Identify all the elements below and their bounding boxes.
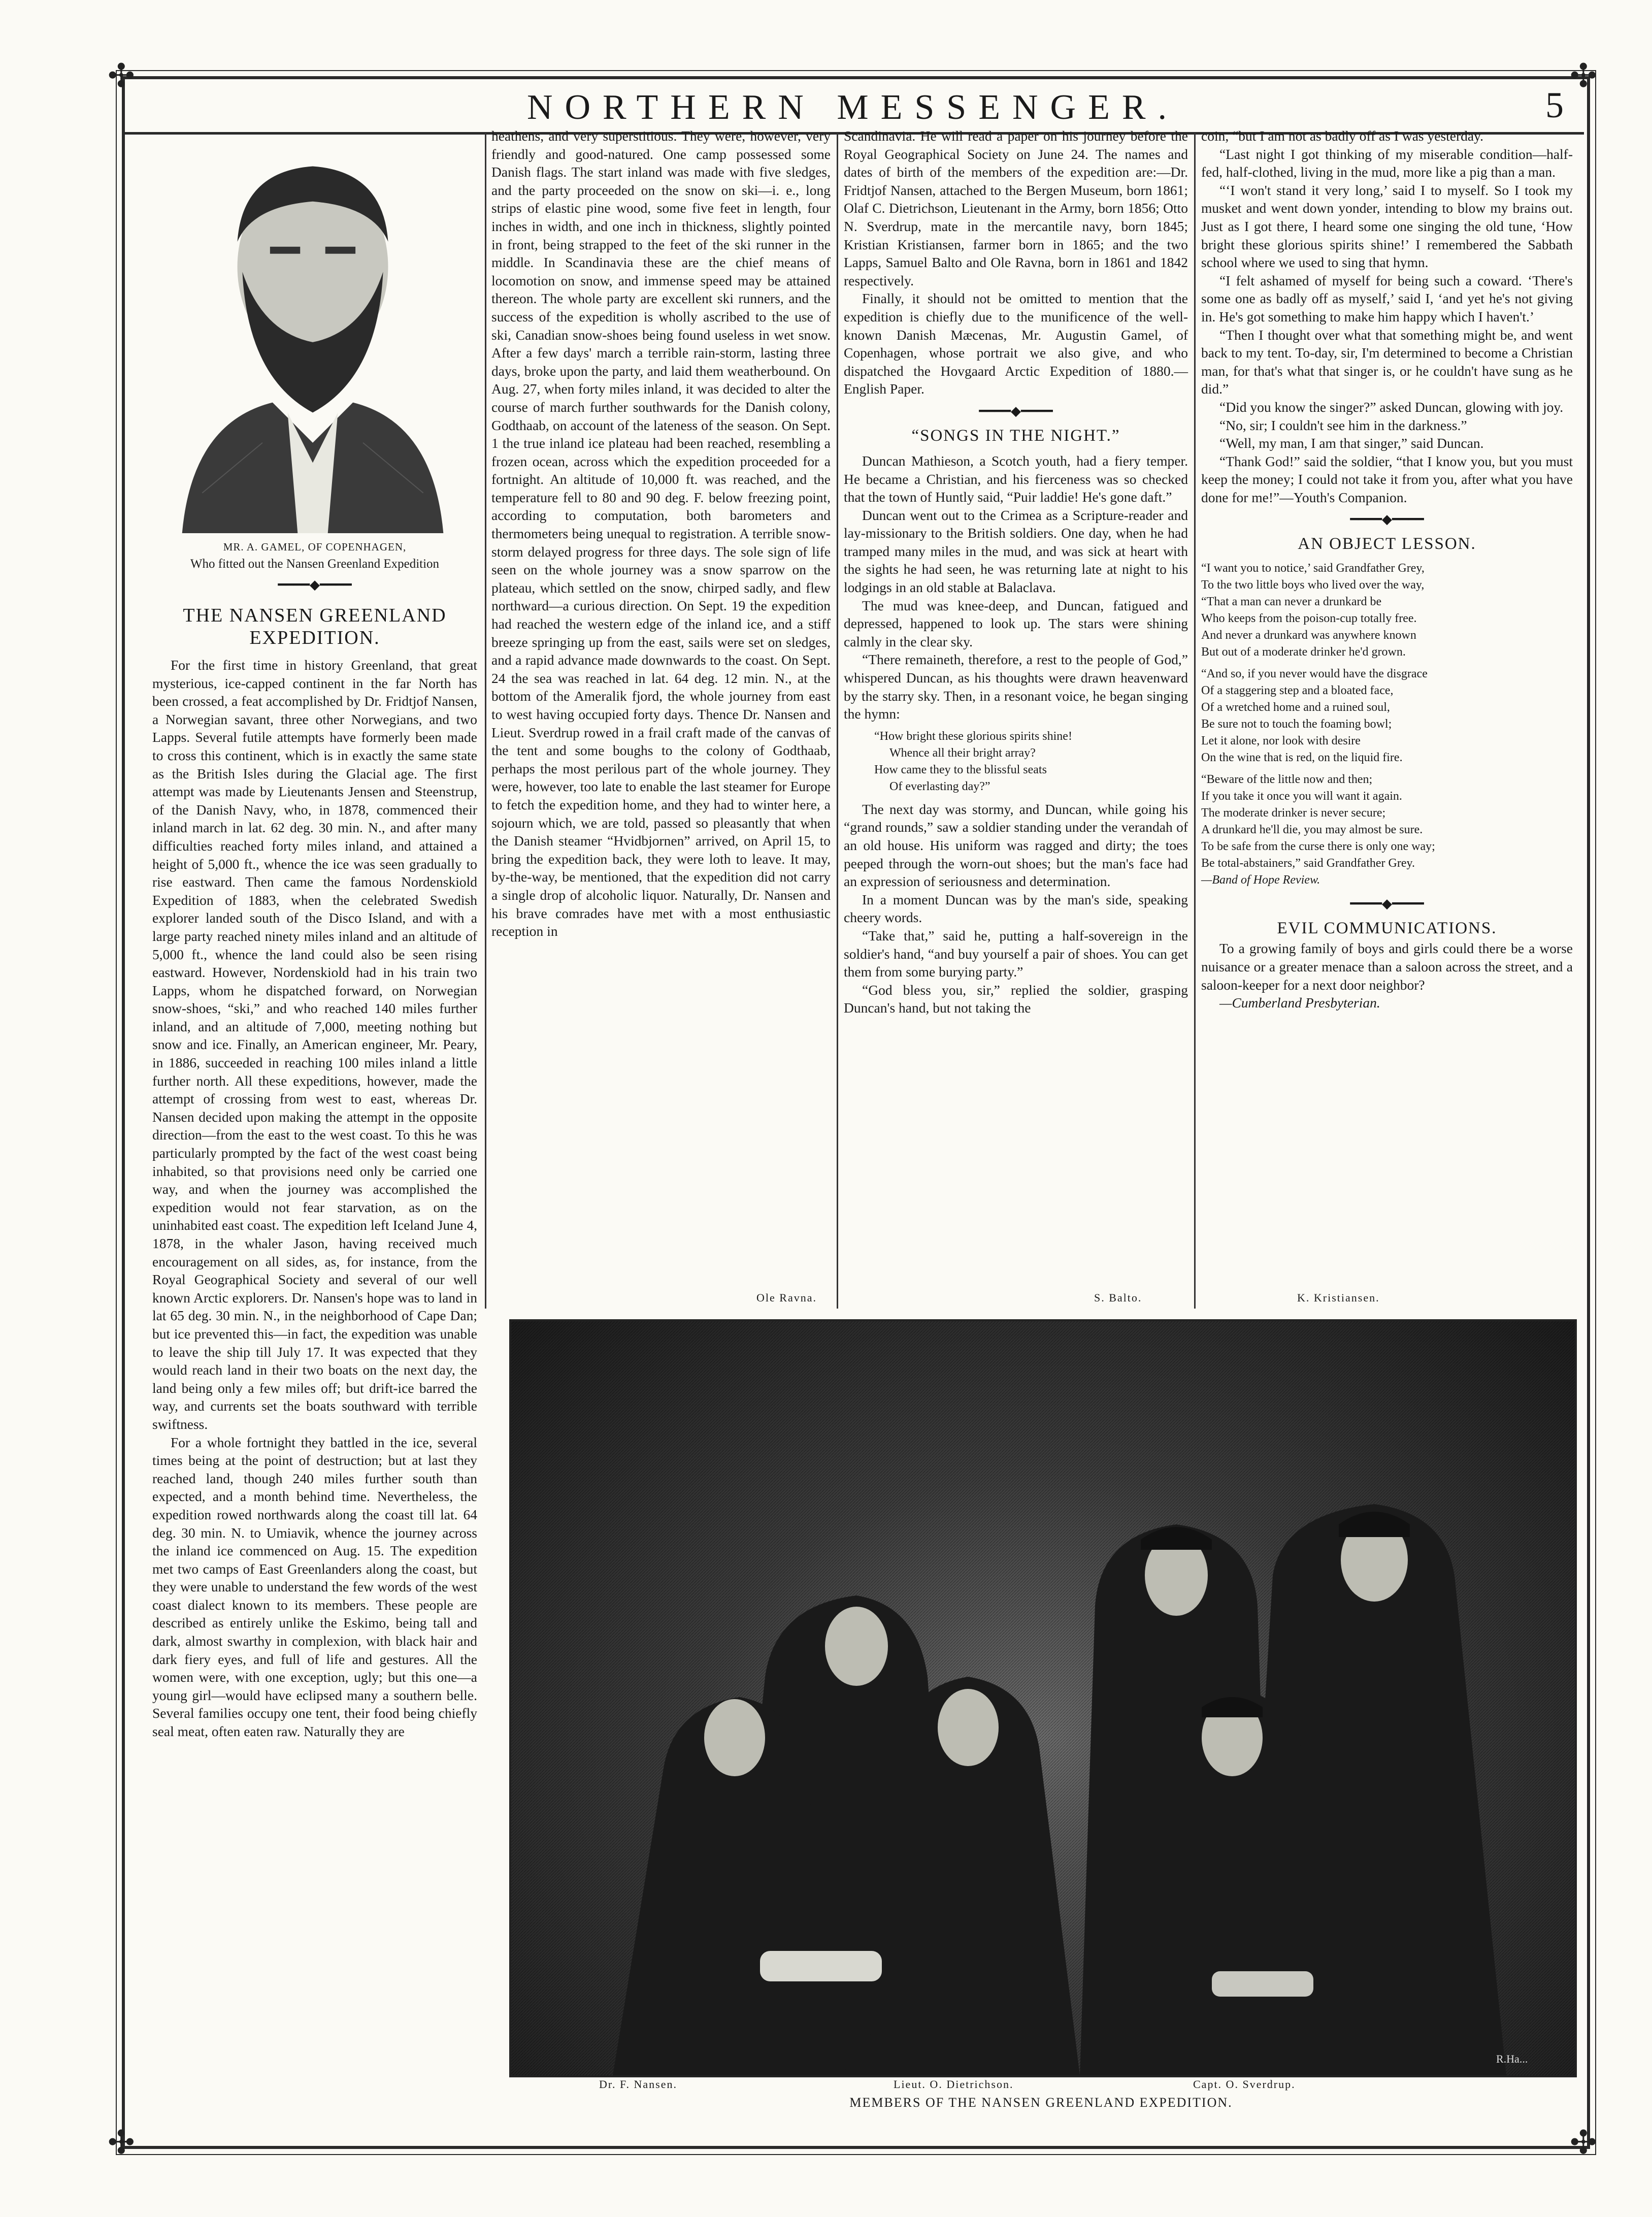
page-number: 5 bbox=[1545, 85, 1564, 125]
article-paragraph: To a growing family of boys and girls could there be a worse nuisance or a greater menace than a saloon across the street, and a saloon-keeper for a next door neighbor? bbox=[1201, 940, 1573, 993]
poem-line: Be total-abstainers,” said Grandfather Grey. bbox=[1201, 857, 1415, 870]
photo-caption: MEMBERS OF THE NANSEN GREENLAND EXPEDITION. bbox=[849, 2095, 1233, 2110]
column-rule bbox=[837, 133, 838, 1309]
poem-line: On the wine that is red, on the liquid fire. bbox=[1201, 751, 1403, 765]
photo-name-label: Lieut. O. Dietrichson. bbox=[894, 2078, 1014, 2091]
poem-line: Of a staggering step and a bloated face, bbox=[1201, 684, 1394, 698]
corner-ornament-icon: ✣ bbox=[108, 58, 135, 94]
column-3 bbox=[844, 127, 1188, 1017]
column-rule bbox=[485, 133, 486, 1309]
poem-line: Who keeps from the poison-cup totally free. bbox=[1201, 612, 1417, 626]
article-paragraph: “Thank God!” said the soldier, “that I know you, but you must keep the money; I could not take it from you, after what you have done for me!”—Youth's Companion. bbox=[1201, 453, 1573, 505]
column-rule bbox=[1194, 133, 1196, 1309]
hymn-line: How came they to the blissful seats bbox=[874, 763, 1047, 776]
separator-ornament-icon: ━━━━◆━━━━ bbox=[1350, 512, 1424, 527]
article-paragraph: “Then I thought over what that something might be, and went back to my tent. To-day, sir, I'm determined to become a Christian man, for that's what that singer is, or he couldn't have sung as he did.” bbox=[1201, 327, 1573, 397]
portrait-caption-line2: Who fitted out the Nansen Greenland Expedition bbox=[190, 557, 440, 571]
corner-ornament-icon: ✣ bbox=[1570, 58, 1597, 94]
separator-ornament-icon: ━━━━◆━━━━ bbox=[979, 403, 1053, 418]
poem-line: A drunkard he'll die, you may almost be sure. bbox=[1201, 823, 1423, 837]
column-1 bbox=[152, 604, 477, 1741]
poem-line: Of a wretched home and a ruined soul, bbox=[1201, 701, 1390, 714]
portrait-caption bbox=[152, 538, 477, 598]
article-paragraph: For a whole fortnight they battled in the ice, several times being at the point of destruction; but at last they reached land, though 240 miles further south than expected, and a month behind time. Nevertheless, the expedition rowed northwards along the coast till lat. 64 deg. 30 min. N. to Umiavik, whence the journey across the inland ice commenced on Aug. 15. The expedition met two camps of East Greenlanders along the coast, but they were unable to understand the few words of the west coast dialect known to its members. These people are described as entirely unlike the Eskimo, being tall and dark, almost swarthy in complexion, with black hair and dark fiery eyes, and full of life and gestures. All the women were, with one exception, ugly; but this one—a young girl—would have eclipsed many a southern belle. Several families occupy one tent, their food being chiefly seal meat, often eaten raw. Naturally they are bbox=[152, 1434, 477, 1740]
hymn-line: “How bright these glorious spirits shine! bbox=[874, 729, 1072, 743]
column-2 bbox=[491, 127, 831, 940]
portrait-engraving bbox=[161, 141, 464, 533]
hymn-line: Of everlasting day?” bbox=[889, 779, 990, 793]
hymn bbox=[844, 728, 1188, 795]
group-photo-engraving bbox=[509, 1319, 1577, 2077]
article-title: THE NANSEN GREENLAND EXPEDITION. bbox=[183, 605, 447, 648]
poem-stanza bbox=[1201, 560, 1573, 661]
article-paragraph: Duncan Mathieson, a Scotch youth, had a fiery temper. He became a Christian, and his fierceness was so checked that the town of Huntly said, “Puir laddie! He's gone daft.” bbox=[844, 452, 1188, 505]
poem-line: “That a man can never a drunkard be bbox=[1201, 595, 1382, 609]
article-paragraph: For the first time in history Greenland, that great mysterious, ice-capped continent in the far North has been crossed, a feat accomplished by Dr. Fridtjof Nansen, a Norwegian savant, three other Norwegians, and two Lapps. Several futile attempts have formerly been made to cross this continent, which is in exactly the same state as the British Isles during the Glacial age. The first attempt was made by Lieutenants Jensen and Steenstrup, of the Danish Navy, who, in 1878, commenced their inland march in lat. 62 deg. 30 min. N., and after many difficulties reached forty miles inland, and attained a height of 5,000 ft., whence the ice was seen gradually to rise eastward. Then came the famous Nordenskiold Expedition of 1883, when the celebrated Swedish explorer landed south of the Disco Island, and with a large party reached ninety miles inland and an altitude of 5,000 ft., whence the land could also be seen rising eastward. However, Nordenskiold had in his train two Lapps, whom he dispatched forward, on Norwegian snow-shoes, “ski,” and who reached 140 miles further inland, and an altitude of 7,000, meeting nothing but snow and ice. Finally, an American engineer, Mr. Peary, in 1886, succeeded in reaching 100 miles inland a little further north. All these expeditions, however, made the attempt of crossing from west to east, whereas Dr. Nansen decided upon making the attempt in the opposite direction—from the east to the west coast. To this he was particularly prompted by the fact of the west coast being inhabited, so that provisions need only be carried one way, and when the journey was accomplished the expedition would not fear starvation, as on the uninhabited east coast. The expedition left Iceland June 4, 1878, in the whaler Jason, having received much encouragement on all sides, as, for instance, from the Royal Geographical Society and several of our well known Arctic explorers. Dr. Nansen's hope was to land in lat 65 deg. 30 min. N., in the neighborhood of Cape Dan; but ice prevented this—in fact, the expedition was unable to leave the ship till July 17. It was expected that they would reach land in their two boats on the next day, the land being only a few miles off; but drift-ice barred the way, and currents set the boats southward with terrible swiftness. bbox=[152, 657, 477, 1432]
poem-line: If you take it once you will want it again. bbox=[1201, 790, 1402, 803]
article-title: “SONGS IN THE NIGHT.” bbox=[911, 426, 1120, 445]
poem-line: “I want you to notice,’ said Grandfather Grey, bbox=[1201, 562, 1425, 575]
photo-name-label: Capt. O. Sverdrup. bbox=[1193, 2078, 1296, 2091]
poem-stanza bbox=[1201, 771, 1573, 889]
masthead-title: NORTHERN MESSENGER. bbox=[526, 88, 1179, 127]
masthead bbox=[122, 76, 1584, 135]
poem-line: Let it alone, nor look with desire bbox=[1201, 734, 1361, 748]
article-title: EVIL COMMUNICATIONS. bbox=[1277, 919, 1497, 938]
article-paragraph: Finally, it should not be omitted to mention that the expedition is chiefly due to the munificence of the well-known Danish Mæcenas, Mr. Augustin Gamel, of Copenhagen, whose portrait we also give, and who dispatched the Hovgaard Arctic Expedition of 1880.—English Paper. bbox=[844, 290, 1188, 397]
photo-name-label: Ole Ravna. bbox=[756, 1291, 817, 1304]
poem-line: The moderate drinker is never secure; bbox=[1201, 806, 1386, 820]
article-title: AN OBJECT LESSON. bbox=[1298, 535, 1476, 553]
photo-name-label: S. Balto. bbox=[1094, 1291, 1142, 1304]
portrait-caption-line1: MR. A. GAMEL, OF COPENHAGEN, bbox=[223, 541, 407, 553]
article-paragraph: The mud was knee-deep, and Duncan, fatigued and depressed, happened to look up. The stars were shining calmly in the clear sky. bbox=[844, 597, 1188, 649]
article-paragraph: “Last night I got thinking of my miserable condition—half-fed, half-clothed, living in the mud, more like a pig than a man. bbox=[1201, 146, 1573, 180]
article-paragraph: “Well, my man, I am that singer,” said Duncan. bbox=[1219, 435, 1484, 451]
article-paragraph: “No, sir; I couldn't see him in the darkness.” bbox=[1219, 417, 1467, 433]
engraver-signature: R.Ha... bbox=[1496, 2052, 1528, 2065]
poem-line: “And so, if you never would have the disgrace bbox=[1201, 667, 1428, 681]
separator-ornament-icon: ━━━━◆━━━━ bbox=[278, 577, 352, 592]
poem-line: Be sure not to touch the foaming bowl; bbox=[1201, 718, 1392, 731]
article-paragraph: “I felt ashamed of myself for being such a coward. ‘There's some one as badly off as myself,’ said I, ‘and yet he's not giving in. He's got something to make him happy which I haven't.’ bbox=[1201, 272, 1573, 324]
poem-source: —Band of Hope Review. bbox=[1201, 873, 1320, 887]
photo-name-label: Dr. F. Nansen. bbox=[599, 2078, 677, 2091]
poem-line: And never a drunkard was anywhere known bbox=[1201, 629, 1416, 642]
article-paragraph: “There remaineth, therefore, a rest to the people of God,” whispered Duncan, as his thoughts were drawn heavenward by the starry sky. Then, in a resonant voice, he began singing the hymn: bbox=[844, 651, 1188, 722]
poem-line: To be safe from the curse there is only one way; bbox=[1201, 840, 1435, 854]
article-paragraph: “Did you know the singer?” asked Duncan, glowing with joy. bbox=[1219, 399, 1564, 415]
poem-line: “Beware of the little now and then; bbox=[1201, 773, 1373, 787]
hymn-line: Whence all their bright array? bbox=[889, 746, 1036, 760]
article-paragraph: “Take that,” said he, putting a half-sovereign in the soldier's hand, “and buy yourself a pair of shoes. You can get them from some burying party.” bbox=[844, 927, 1188, 980]
article-paragraph: coin, “but I am not as badly off as I was yesterday. bbox=[1201, 128, 1483, 144]
article-paragraph: In a moment Duncan was by the man's side, speaking cheery words. bbox=[844, 891, 1188, 926]
corner-ornament-icon: ✣ bbox=[1570, 2125, 1597, 2161]
photo-name-label: K. Kristiansen. bbox=[1297, 1291, 1380, 1304]
article-paragraph: Duncan went out to the Crimea as a Scripture-reader and lay-missionary to the British soldiers. One day, when he had tramped many miles in the mud, and was sick at heart with the sights he had seen, he was returning late at night to his lodgings in an old stable at Balaclava. bbox=[844, 507, 1188, 596]
article-paragraph: heathens, and very superstitious. They were, however, very friendly and good-natured. One camp possessed some Danish flags. The start inland was made with five sledges, and the party proceeded on the snow on ski—i. e., long strips of elastic pine wood, some five feet in length, four inches in width, and one inch in thickness, slightly pointed in front, being strapped to the feet of the ski runner in the middle. In Scandinavia these are the chief means of locomotion on snow, and immense speed may be attained thereon. The whole party are excellent ski runners, and the success of the expedition is wholly ascribed to the use of ski, Canadian snow-shoes being found useless in wet snow. After a few days' march a terrible rain-storm, lasting three days, broke upon the party, and laid them weatherbound. On Aug. 27, when forty miles inland, it was decided to alter the course of march further southwards for the Danish colony, Godthaab, on account of the lateness of the season. On Sept. 1 the true inland ice plateau had been reached, resembling a frozen ocean, across which the expedition proceeded for a fortnight. An altitude of 10,000 ft. was reached, and the temperature fell to 80 and 90 deg. F. below freezing point, according to computation, both barometers and thermometers being unequal to registration. A terrible snow-storm delayed progress for three days. The sole sign of life seen on the whole journey was a snow sparrow on the plateau, which settled on the snow, chirped sadly, and flew northward—a curious direction. On Sept. 19 the expedition had reached the western edge of the inland ice, and a stiff breeze springing up from the east, sails were set on sledges, and a rapid advance made downwards to the coast. On Sept. 24 the sea was reached in lat. 64 deg. 12 min. N., at the bottom of the Ameralik fjord, the whole journey from east to west having occupied forty days. Thence Dr. Nansen and Lieut. Sverdrup rowed in a frail craft made of the canvas of the tent and some boughs to the colony of Godthaab, perhaps the most perilous part of the whole journey. They were, however, too late to enable the last steamer for Europe to fetch the expedition home, and they had to winter here, a sojourn which, we are told, passed so pleasantly that when the Danish steamer “Hvidbjornen” arrived, on April 15, to bring the expedition back, they were loth to leave. It may, by-the-way, be mentioned, that the expedition did not carry a single drop of alcoholic liquor. Naturally, Dr. Nansen and his brave comrades have met with a most enthusiastic reception in bbox=[491, 128, 831, 939]
poem-line: But out of a moderate drinker he'd grown. bbox=[1201, 645, 1406, 659]
article-paragraph: “‘I won't stand it very long,’ said I to myself. So I took my musket and went down yonder, intending to blow my brains out. Just as I got there, I heard some one singing the old tune, ‘How bright these glorious spirits shine!’ I remembered the Sabbath school where we used to sing that hymn. bbox=[1201, 182, 1573, 271]
corner-ornament-icon: ✣ bbox=[108, 2125, 135, 2161]
column-4 bbox=[1201, 127, 1573, 1012]
poem-stanza bbox=[1201, 666, 1573, 766]
article-source: —Cumberland Presbyterian. bbox=[1219, 995, 1380, 1011]
poem-line: To the two little boys who lived over the way, bbox=[1201, 578, 1425, 592]
article-paragraph: “God bless you, sir,” replied the soldier, grasping Duncan's hand, but not taking the bbox=[844, 982, 1188, 1016]
article-paragraph: The next day was stormy, and Duncan, while going his “grand rounds,” saw a soldier standing under the verandah of an old house. His uniform was ragged and dirty; the toes peeped through the worn-out shoes; but the man's face had an expression of seriousness and determination. bbox=[844, 801, 1188, 890]
article-paragraph: Scandinavia. He will read a paper on his journey before the Royal Geographical Society on June 24. The names and dates of birth of the members of the expedition are:—Dr. Fridtjof Nansen, attached to the Bergen Museum, born 1861; Olaf C. Dietrichson, Lieutenant in the Army, born 1856; Otto N. Sverdrup, mate in the mercantile navy, born 1845; Kristian Kristiansen, farmer born in 1865; and the two Lapps, Samuel Balto and Ole Ravna, born in 1861 and 1842 respectively. bbox=[844, 128, 1188, 288]
separator-ornament-icon: ━━━━◆━━━━ bbox=[1350, 896, 1424, 911]
group-photo-figures bbox=[511, 1321, 1575, 2075]
